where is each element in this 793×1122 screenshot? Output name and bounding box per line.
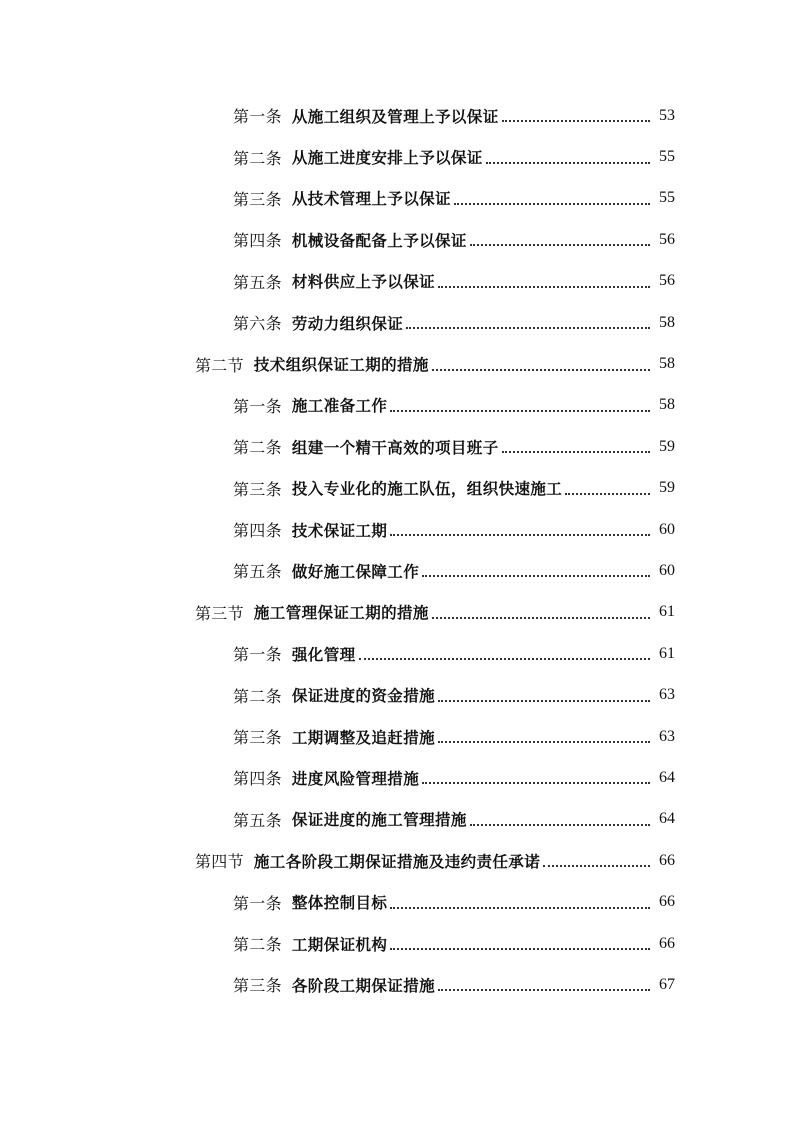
dot-leader [390, 409, 650, 412]
toc-entry[interactable] [0, 964, 793, 1005]
toc-section-entry[interactable] [0, 343, 793, 384]
toc-entry-title: 保证进度的施工管理措施 [291, 811, 467, 830]
dot-leader [454, 202, 650, 205]
toc-entry-label: 第三节 [195, 603, 244, 623]
toc-entry-page: 63 [659, 686, 675, 704]
toc-entry-label: 第二条 [233, 148, 282, 168]
toc-entry-title: 施工准备工作 [291, 397, 388, 416]
toc-entry-title: 强化管理 [291, 645, 356, 664]
dot-leader [502, 450, 650, 453]
dot-leader [406, 326, 650, 329]
toc-entry-label: 第一条 [233, 107, 282, 127]
toc-entry-title: 技术保证工期 [291, 521, 388, 540]
toc-entry-page: 60 [659, 520, 675, 538]
toc-entry[interactable] [0, 261, 793, 302]
toc-entry-title: 投入专业化的施工队伍，组织快速施工 [291, 480, 563, 499]
toc-entry-title: 整体控制目标 [291, 894, 388, 913]
toc-entry-title: 施工管理保证工期的措施 [253, 604, 429, 623]
toc-entry-page: 55 [659, 189, 675, 207]
dot-leader [390, 533, 650, 536]
toc-entry-label: 第一条 [233, 396, 282, 416]
toc-entry-label: 第三条 [233, 976, 282, 996]
toc-entry-page: 66 [659, 851, 675, 869]
dot-leader [432, 368, 650, 371]
toc-entry-title: 劳动力组织保证 [291, 314, 404, 333]
toc-entry-page: 60 [659, 561, 675, 579]
toc-entry-label: 第四条 [233, 231, 282, 251]
toc-entry-label: 第五条 [233, 810, 282, 830]
toc-entry-label: 第四节 [195, 852, 244, 872]
toc-entry[interactable] [0, 95, 793, 136]
toc-entry-title: 进度风险管理措施 [291, 769, 420, 788]
toc-entry-page: 59 [659, 437, 675, 455]
toc-entry-label: 第三条 [233, 728, 282, 748]
toc-entry-title: 工期调整及追赶措施 [291, 728, 436, 747]
toc-entry[interactable] [0, 881, 793, 922]
toc-entry[interactable] [0, 136, 793, 177]
dot-leader [359, 657, 650, 660]
dot-leader [422, 574, 650, 577]
toc-entry[interactable] [0, 757, 793, 798]
toc-entry[interactable] [0, 302, 793, 343]
toc-entry[interactable] [0, 633, 793, 674]
toc-entry-title: 组建一个精干高效的项目班子 [291, 438, 499, 457]
dot-leader [438, 285, 650, 288]
table-of-contents [0, 95, 793, 1006]
dot-leader [486, 161, 650, 164]
toc-entry-label: 第二条 [233, 686, 282, 706]
toc-entry[interactable] [0, 385, 793, 426]
toc-entry-page: 53 [659, 106, 675, 124]
toc-entry-label: 第二条 [233, 438, 282, 458]
toc-entry-label: 第一条 [233, 893, 282, 913]
toc-entry-page: 58 [659, 355, 675, 373]
toc-entry[interactable] [0, 923, 793, 964]
toc-entry-page: 58 [659, 313, 675, 331]
toc-entry-page: 64 [659, 768, 675, 786]
dot-leader [438, 988, 650, 991]
toc-entry-page: 58 [659, 396, 675, 414]
toc-entry-title: 工期保证机构 [291, 935, 388, 954]
toc-entry[interactable] [0, 426, 793, 467]
dot-leader [422, 781, 650, 784]
toc-entry[interactable] [0, 550, 793, 591]
dot-leader [543, 864, 650, 867]
toc-entry-title: 机械设备配备上予以保证 [291, 231, 467, 250]
toc-entry-page: 61 [659, 603, 675, 621]
toc-entry-page: 67 [659, 975, 675, 993]
dot-leader [438, 740, 650, 743]
toc-entry-label: 第二条 [233, 935, 282, 954]
toc-entry-label: 第五条 [233, 562, 282, 582]
toc-entry-page: 59 [659, 479, 675, 497]
toc-entry-page: 66 [659, 934, 675, 952]
toc-entry-title: 技术组织保证工期的措施 [253, 356, 429, 375]
toc-section-entry[interactable] [0, 840, 793, 881]
toc-entry-page: 63 [659, 727, 675, 745]
toc-entry-label: 第四条 [233, 521, 282, 541]
toc-entry-label: 第四条 [233, 769, 282, 789]
toc-entry-label: 第五条 [233, 272, 282, 292]
toc-section-entry[interactable] [0, 592, 793, 633]
toc-entry-page: 64 [659, 810, 675, 828]
toc-entry-label: 第三条 [233, 189, 282, 209]
toc-entry[interactable] [0, 219, 793, 260]
toc-entry-title: 各阶段工期保证措施 [291, 976, 436, 995]
dot-leader [390, 906, 650, 909]
toc-entry-title: 从施工进度安排上予以保证 [291, 149, 483, 168]
toc-entry-label: 第三条 [233, 479, 282, 499]
dot-leader [470, 823, 650, 826]
dot-leader [470, 243, 650, 246]
dot-leader [390, 947, 650, 950]
toc-entry-title: 做好施工保障工作 [291, 562, 420, 581]
toc-entry-label: 第六条 [233, 314, 282, 334]
toc-entry[interactable] [0, 509, 793, 550]
toc-entry[interactable] [0, 799, 793, 840]
toc-entry-title: 材料供应上予以保证 [291, 273, 436, 292]
toc-entry[interactable] [0, 178, 793, 219]
dot-leader [565, 492, 650, 495]
toc-entry-page: 66 [659, 893, 675, 911]
toc-entry[interactable] [0, 716, 793, 757]
dot-leader [438, 699, 650, 702]
toc-entry-title: 施工各阶段工期保证措施及违约责任承诺 [253, 852, 541, 871]
toc-entry-page: 55 [659, 148, 675, 166]
toc-entry-title: 从技术管理上予以保证 [291, 190, 451, 209]
toc-entry-page: 56 [659, 230, 675, 248]
toc-entry-label: 第二节 [195, 355, 244, 375]
dot-leader [432, 616, 650, 619]
toc-entry-title: 从施工组织及管理上予以保证 [291, 107, 499, 126]
toc-entry-page: 61 [659, 644, 675, 662]
toc-entry-page: 56 [659, 272, 675, 290]
dot-leader [502, 119, 650, 122]
toc-entry[interactable] [0, 468, 793, 509]
toc-entry[interactable] [0, 674, 793, 715]
toc-entry-title: 保证进度的资金措施 [291, 687, 436, 706]
toc-entry-label: 第一条 [233, 645, 282, 665]
